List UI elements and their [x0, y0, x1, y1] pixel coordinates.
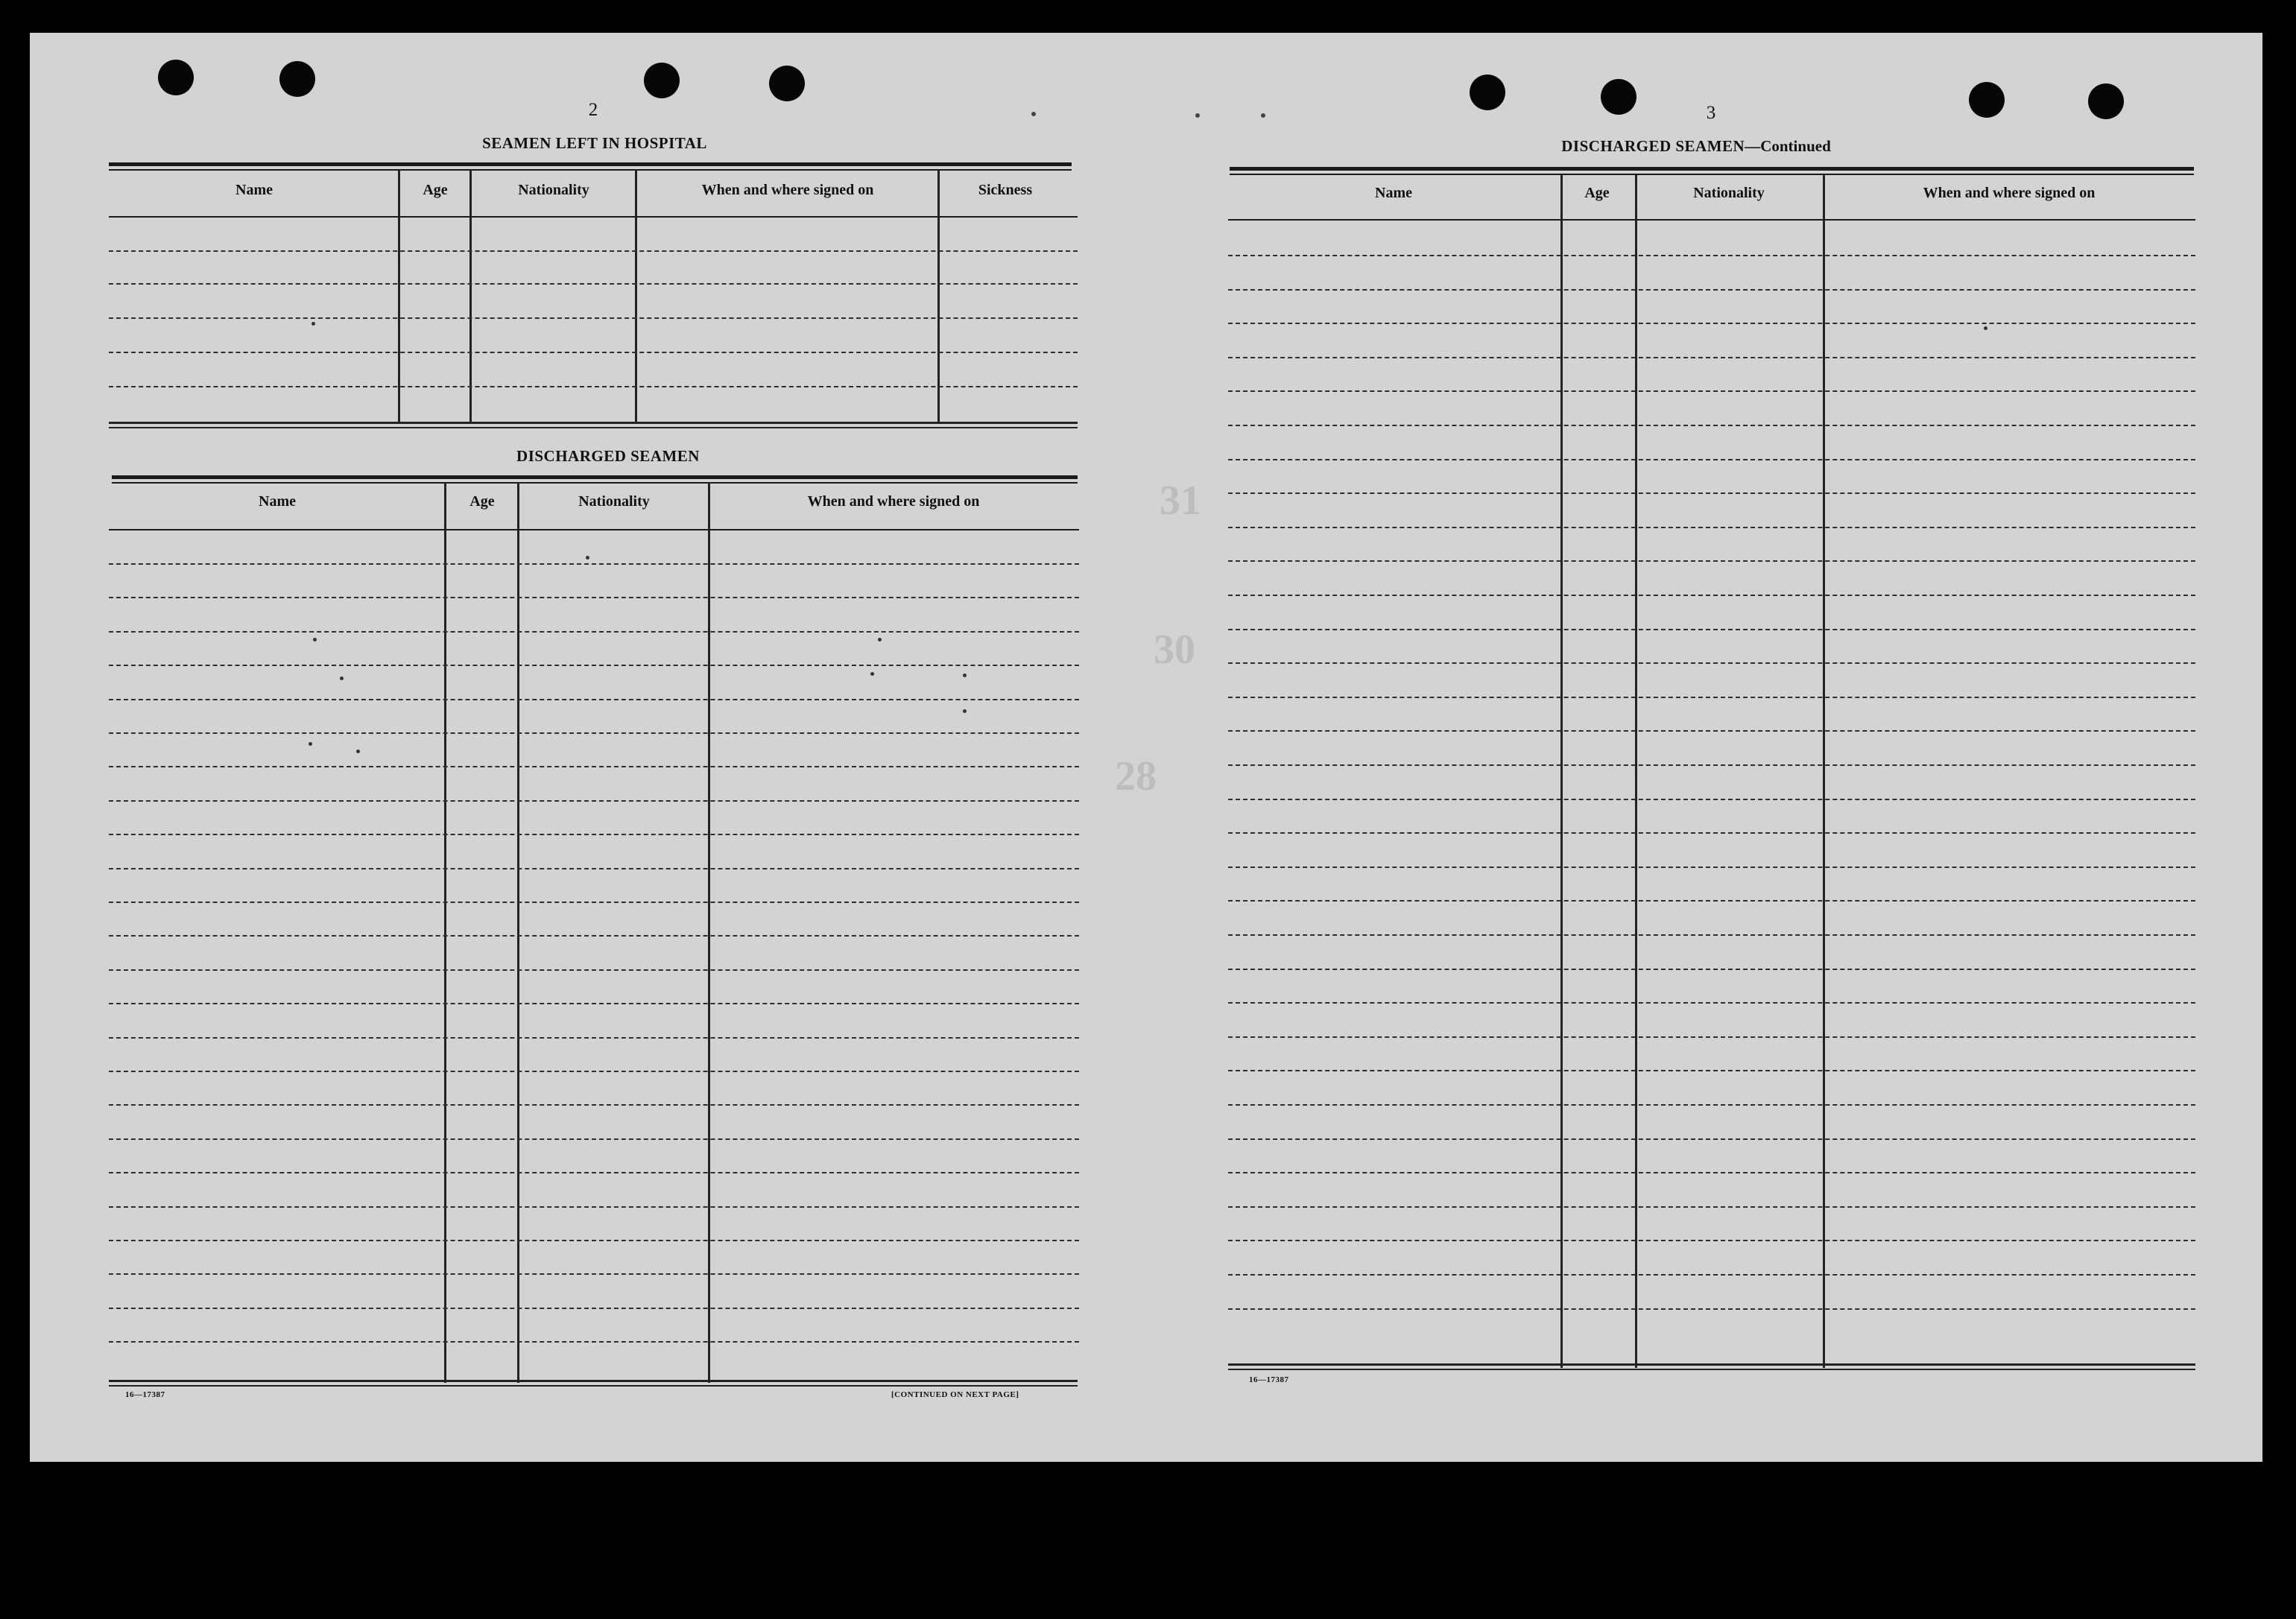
discharged-entry-line	[109, 631, 1079, 633]
right-header-nationality: Nationality	[1693, 185, 1765, 201]
hospital-header-nationality: Nationality	[518, 182, 589, 198]
right-entry-line	[1228, 1206, 2195, 1208]
right-section-title	[1561, 137, 1830, 156]
discharged-entry-line	[109, 1071, 1079, 1072]
discharged-bottom-rule	[109, 1385, 1078, 1387]
right-footer-code: 16—17387	[1249, 1375, 1289, 1384]
right-header-age: Age	[1584, 185, 1610, 201]
ink-speck	[878, 638, 882, 641]
right-col-divider	[1823, 174, 1825, 1368]
discharged-entry-line	[109, 935, 1079, 937]
right-entry-line	[1228, 1240, 2195, 1241]
hospital-header-name: Name	[235, 182, 273, 198]
left-footer-code: 16—17387	[125, 1390, 165, 1399]
discharged-entry-line	[109, 1037, 1079, 1039]
ink-speck	[313, 638, 317, 641]
right-entry-line	[1228, 1036, 2195, 1038]
hospital-header-signed-on: When and where signed on	[701, 182, 874, 198]
punch-hole-3	[644, 63, 680, 98]
right-top-rule	[1230, 167, 2194, 171]
discharged-entry-line	[109, 766, 1079, 767]
right-entry-line	[1228, 1308, 2195, 1310]
right-entry-line	[1228, 1274, 2195, 1276]
right-entry-line	[1228, 900, 2195, 902]
discharged-entry-line	[109, 834, 1079, 835]
discharged-entry-line	[109, 902, 1079, 903]
ink-speck	[340, 677, 344, 680]
ink-speck	[1261, 113, 1265, 118]
bleed-through-mark: 31	[1160, 478, 1201, 524]
discharged-entry-line	[109, 800, 1079, 802]
discharged-header-rule	[109, 529, 1079, 530]
right-header-signed-on: When and where signed on	[1923, 185, 2096, 201]
hospital-entry-line	[109, 386, 1078, 387]
punch-hole-7	[1969, 82, 2005, 118]
hospital-header-age: Age	[423, 182, 448, 198]
bleed-through-mark: 28	[1115, 753, 1157, 799]
ink-speck	[963, 674, 967, 677]
punch-hole-8	[2088, 83, 2124, 119]
hospital-bottom-rule	[109, 427, 1078, 428]
ink-speck	[1984, 326, 1987, 330]
right-entry-line	[1228, 1070, 2195, 1071]
discharged-entry-line	[109, 1341, 1079, 1343]
punch-hole-5	[1470, 75, 1505, 110]
ink-speck	[870, 672, 874, 676]
right-entry-line	[1228, 934, 2195, 936]
discharged-header-age: Age	[469, 493, 495, 510]
right-section-title-main: DISCHARGED SEAMEN	[1561, 137, 1745, 155]
hospital-section-title: SEAMEN LEFT IN HOSPITAL	[482, 134, 707, 152]
ink-speck	[586, 556, 589, 560]
ink-speck	[963, 709, 967, 713]
right-entry-line	[1228, 629, 2195, 630]
ink-speck	[356, 750, 360, 753]
right-col-divider	[1635, 174, 1637, 1368]
discharged-entry-line	[109, 1273, 1079, 1275]
right-entry-line	[1228, 595, 2195, 596]
hospital-col-divider	[398, 170, 400, 423]
right-section-title-continued: —Continued	[1745, 137, 1831, 155]
discharged-entry-line	[109, 969, 1079, 971]
discharged-section-title: DISCHARGED SEAMEN	[516, 447, 700, 465]
ink-speck	[311, 322, 315, 326]
right-header-rule	[1228, 219, 2195, 221]
hospital-header-sickness: Sickness	[978, 182, 1033, 198]
hospital-col-divider	[469, 170, 472, 423]
bleed-through-mark: 30	[1154, 627, 1195, 673]
left-footer-continued: [CONTINUED ON NEXT PAGE]	[891, 1390, 1019, 1399]
right-entry-line	[1228, 764, 2195, 766]
discharged-entry-line	[109, 1206, 1079, 1208]
right-bottom-rule	[1228, 1369, 2195, 1370]
discharged-col-divider	[517, 483, 519, 1383]
punch-hole-4	[769, 66, 805, 101]
hospital-entry-line	[109, 352, 1078, 353]
hospital-header-rule	[109, 216, 1078, 218]
discharged-entry-line	[109, 563, 1079, 565]
right-entry-line	[1228, 697, 2195, 698]
right-entry-line	[1228, 289, 2195, 291]
hospital-entry-line	[109, 317, 1078, 319]
right-entry-line	[1228, 390, 2195, 392]
right-entry-line	[1228, 730, 2195, 732]
right-entry-line	[1228, 323, 2195, 324]
right-entry-line	[1228, 492, 2195, 494]
right-entry-line	[1228, 527, 2195, 528]
right-entry-line	[1228, 866, 2195, 868]
right-page-number: 3	[1706, 103, 1716, 123]
right-col-divider	[1560, 174, 1563, 1368]
discharged-header-signed-on: When and where signed on	[807, 493, 980, 510]
right-entry-line	[1228, 832, 2195, 834]
hospital-bottom-rule	[109, 422, 1078, 424]
discharged-entry-line	[109, 1138, 1079, 1140]
discharged-col-divider	[444, 483, 446, 1383]
discharged-entry-line	[109, 868, 1079, 869]
ink-speck	[1195, 113, 1200, 118]
right-entry-line	[1228, 425, 2195, 426]
right-entry-line	[1228, 1002, 2195, 1004]
discharged-top-rule	[112, 475, 1078, 479]
left-page-number: 2	[588, 100, 598, 120]
right-bottom-rule	[1228, 1363, 2195, 1366]
right-top-rule-thin	[1230, 174, 2194, 175]
punch-hole-1	[158, 60, 194, 95]
right-entry-line	[1228, 255, 2195, 256]
hospital-top-rule	[109, 162, 1072, 166]
discharged-entry-line	[109, 1308, 1079, 1309]
discharged-entry-line	[109, 597, 1079, 598]
discharged-header-nationality: Nationality	[578, 493, 650, 510]
discharged-top-rule-thin	[112, 482, 1078, 484]
discharged-entry-line	[109, 1104, 1079, 1106]
right-entry-line	[1228, 662, 2195, 664]
right-entry-line	[1228, 459, 2195, 460]
ink-speck	[1031, 112, 1036, 116]
discharged-col-divider	[708, 483, 710, 1383]
discharged-header-name: Name	[259, 493, 296, 510]
right-entry-line	[1228, 560, 2195, 562]
punch-hole-6	[1601, 79, 1636, 115]
discharged-entry-line	[109, 1240, 1079, 1241]
discharged-entry-line	[109, 732, 1079, 734]
hospital-top-rule-thin	[109, 169, 1072, 171]
hospital-col-divider	[937, 170, 940, 423]
right-entry-line	[1228, 799, 2195, 800]
discharged-bottom-rule	[109, 1380, 1078, 1382]
right-entry-line	[1228, 1138, 2195, 1140]
hospital-col-divider	[635, 170, 637, 423]
right-entry-line	[1228, 1104, 2195, 1106]
hospital-entry-line	[109, 283, 1078, 285]
right-entry-line	[1228, 1172, 2195, 1173]
hospital-entry-line	[109, 250, 1078, 252]
discharged-entry-line	[109, 665, 1079, 666]
ink-speck	[309, 742, 312, 746]
right-entry-line	[1228, 357, 2195, 358]
right-header-name: Name	[1375, 185, 1412, 201]
discharged-entry-line	[109, 1003, 1079, 1004]
discharged-entry-line	[109, 1172, 1079, 1173]
discharged-entry-line	[109, 699, 1079, 700]
document-sheet	[30, 33, 2262, 1462]
right-entry-line	[1228, 969, 2195, 970]
punch-hole-2	[279, 61, 315, 97]
